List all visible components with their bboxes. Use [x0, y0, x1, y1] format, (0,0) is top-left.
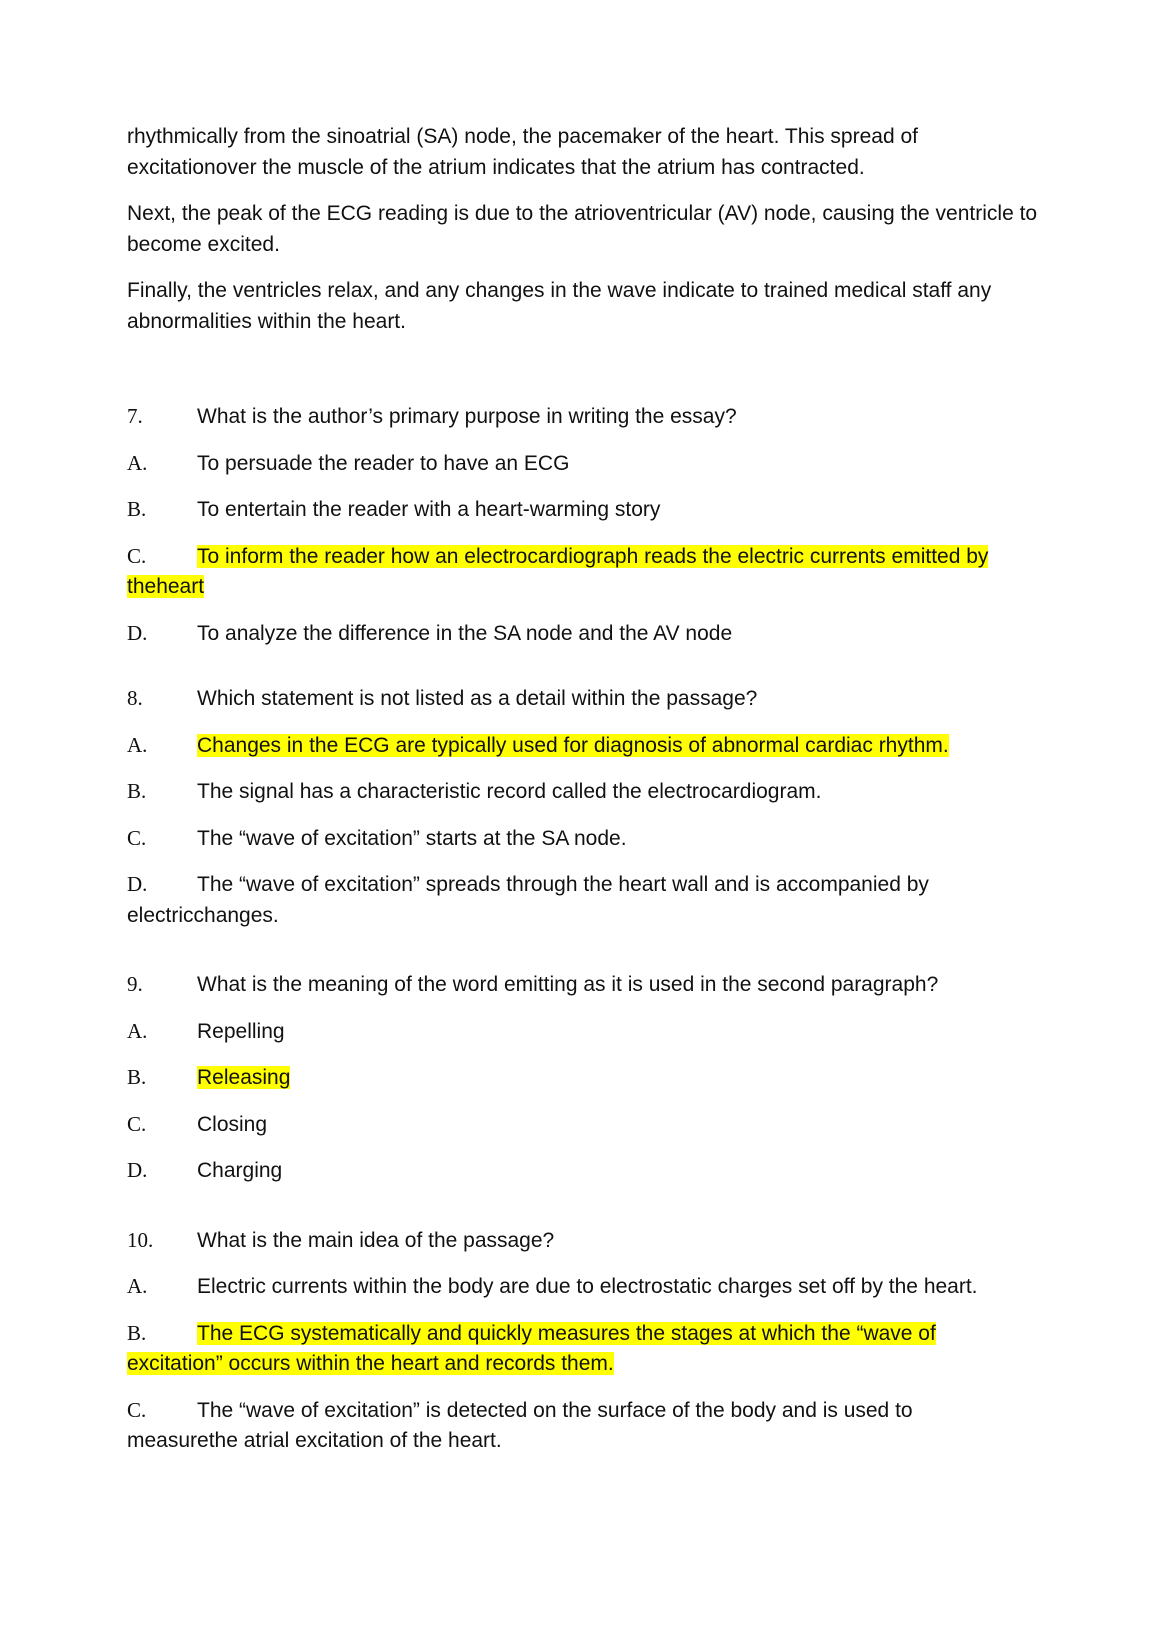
intro-paragraph-3: Finally, the ventricles relax, and any changes in the wave indicate to trained medical staff any abnormalities within the heart. [127, 279, 992, 333]
option-text: To entertain the reader with a heart-warming story [197, 498, 661, 521]
question-10-option-b [127, 1318, 1047, 1380]
question-text: What is the author’s primary purpose in writing the essay? [197, 405, 737, 428]
question-text: What is the main idea of the passage? [197, 1228, 555, 1252]
question-text: Which statement is not listed as a detail within the passage? [197, 687, 758, 710]
question-8-stem [127, 683, 1047, 715]
question-9-option-c [127, 1109, 1047, 1141]
option-label: A. [127, 450, 148, 475]
option-label: B. [127, 497, 147, 521]
question-8 [127, 683, 1047, 931]
highlighted-answer-text: To inform the reader how an electrocardiograph reads the electric currents emitted by [197, 544, 989, 568]
option-label: D. [127, 872, 148, 896]
option-text: Charging [197, 1159, 283, 1182]
document-page [127, 122, 1047, 1472]
question-7-option-b [127, 494, 1047, 526]
option-text: To persuade the reader to have an ECG [197, 451, 570, 475]
question-number: 9. [127, 972, 143, 996]
question-10-option-c [127, 1395, 1047, 1457]
question-9 [127, 969, 1047, 1187]
option-text: The “wave of excitation” starts at the SA node. [197, 826, 627, 850]
option-continuation: electricchanges. [127, 903, 279, 927]
question-9-option-d [127, 1155, 1047, 1187]
question-7-option-a [127, 448, 1047, 480]
question-7-stem [127, 401, 1047, 433]
question-text: What is the meaning of the word emitting as it is used in the second paragraph? [197, 973, 939, 996]
question-9-option-b [127, 1062, 1047, 1094]
question-8-option-c [127, 823, 1047, 855]
option-text: Closing [197, 1112, 268, 1136]
option-text: The signal has a characteristic record called the electrocardiogram. [197, 780, 822, 803]
intro-paragraph-1: rhythmically from the sinoatrial (SA) node, the pacemaker of the heart. This spread of excitationover the muscle of the atrium indicates that the atrium has contracted. [127, 125, 918, 179]
question-8-option-b [127, 776, 1047, 808]
highlighted-answer-continuation: theheart [127, 575, 205, 598]
question-8-option-d [127, 869, 1047, 931]
option-label: C. [127, 543, 147, 568]
question-number: 7. [127, 404, 143, 428]
option-text: Electric currents within the body are due to electrostatic charges set off by the heart. [197, 1275, 978, 1298]
question-7-option-d [127, 618, 1047, 650]
question-8-option-a [127, 730, 1047, 762]
option-label: B. [127, 779, 147, 803]
option-label: A. [127, 732, 148, 757]
intro-paragraph-2: Next, the peak of the ECG reading is due to the atrioventricular (AV) node, causing the ventricle to become excited. [127, 202, 1038, 256]
question-9-stem [127, 969, 1047, 1001]
option-label: B. [127, 1320, 147, 1345]
highlighted-answer-text: Changes in the ECG are typically used for diagnosis of abnormal cardiac rhythm. [197, 733, 949, 757]
option-label: C. [127, 825, 147, 850]
option-label: A. [127, 1018, 148, 1043]
option-text: To analyze the difference in the SA node and the AV node [197, 621, 733, 645]
highlighted-answer-text: Releasing [197, 1066, 291, 1089]
option-label: D. [127, 1158, 148, 1182]
question-7 [127, 401, 1047, 649]
option-label: D. [127, 620, 148, 645]
option-label: B. [127, 1065, 147, 1089]
question-10-option-a [127, 1271, 1047, 1303]
option-label: C. [127, 1111, 147, 1136]
question-10 [127, 1225, 1047, 1457]
question-number: 8. [127, 686, 143, 710]
question-7-option-c [127, 541, 1047, 603]
option-label: C. [127, 1397, 147, 1422]
question-10-stem [127, 1225, 1047, 1257]
option-text: The “wave of excitation” is detected on the surface of the body and is used to [197, 1398, 913, 1422]
option-text: Repelling [197, 1019, 285, 1043]
option-text: The “wave of excitation” spreads through the heart wall and is accompanied by [197, 873, 929, 896]
question-number: 10. [127, 1227, 154, 1252]
highlighted-answer-continuation: excitation” occurs within the heart and records them. [127, 1352, 614, 1375]
option-label: A. [127, 1274, 148, 1298]
question-9-option-a [127, 1016, 1047, 1048]
highlighted-answer-text: The ECG systematically and quickly measures the stages at which the “wave of [197, 1321, 936, 1345]
option-continuation: measurethe atrial excitation of the heart. [127, 1429, 502, 1452]
